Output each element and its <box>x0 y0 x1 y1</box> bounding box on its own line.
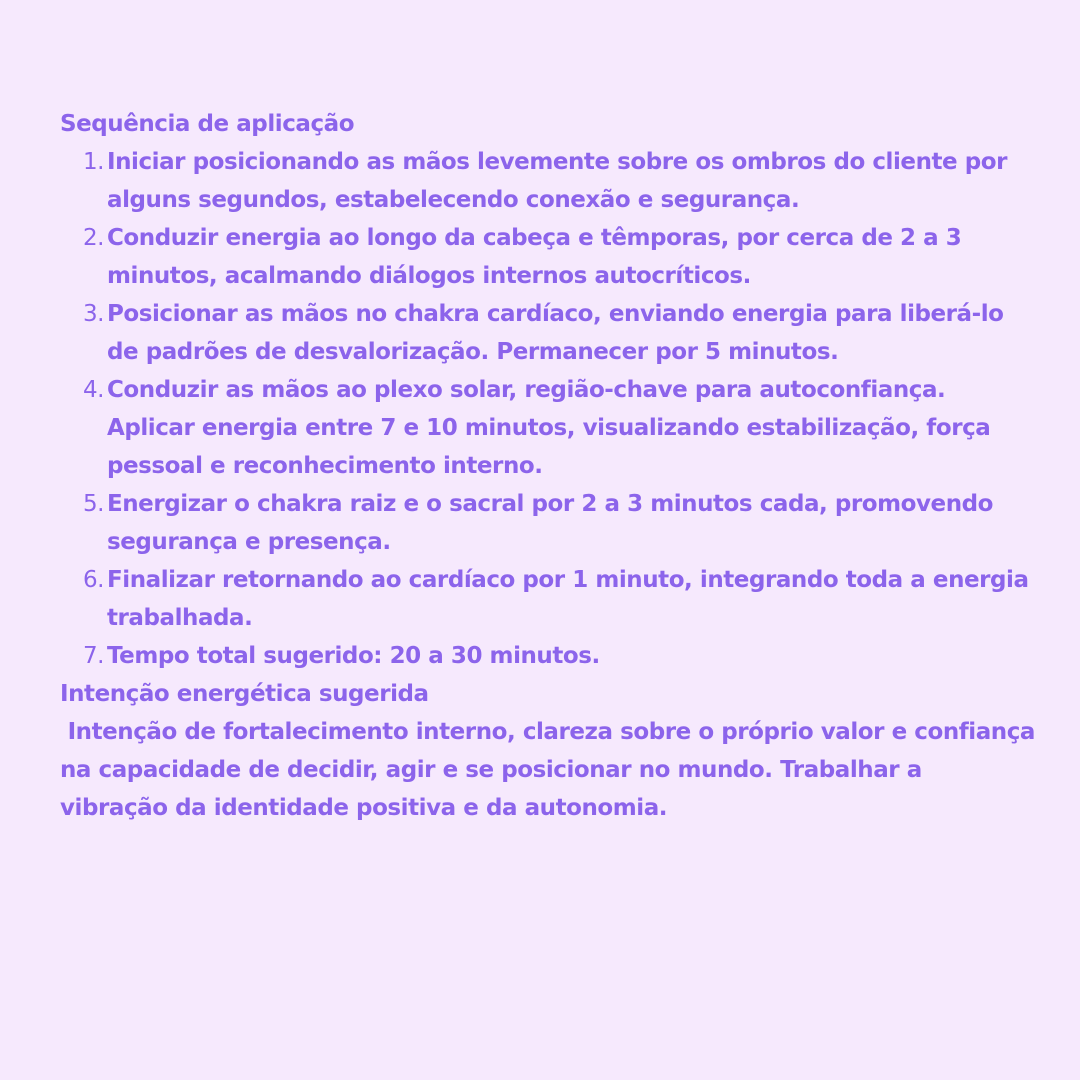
sequence-heading: Sequência de aplicação <box>60 111 355 137</box>
step-number: 4. <box>82 377 104 403</box>
step-item-2 <box>60 219 1035 295</box>
steps-list <box>60 143 1035 675</box>
step-number: 3. <box>82 301 104 327</box>
intention-paragraph: Intenção de fortalecimento interno, clareza sobre o próprio valor e confiança na capacidade de decidir, agir e se posicionar no mundo. Trabalhar a vibração da identidade positiva e da autonomia. <box>60 719 1043 821</box>
step-item-7 <box>60 637 1035 675</box>
step-text: Finalizar retornando ao cardíaco por 1 minuto, integrando toda a energia trabalhada. <box>107 567 1029 631</box>
step-text: Tempo total sugerido: 20 a 30 minutos. <box>107 643 600 669</box>
step-number: 5. <box>82 491 104 517</box>
step-number: 6. <box>82 567 104 593</box>
document-body <box>60 105 1043 827</box>
step-item-1 <box>60 143 1035 219</box>
step-item-4 <box>60 371 1035 485</box>
step-item-6 <box>60 561 1035 637</box>
step-number: 2. <box>82 225 104 251</box>
step-text: Posicionar as mãos no chakra cardíaco, enviando energia para liberá-lo de padrões de desvalorização. Permanecer por 5 minutos. <box>107 301 1004 365</box>
step-text: Conduzir as mãos ao plexo solar, região-chave para autoconfiança. Aplicar energia entre 7 e 10 minutos, visualizando estabilização, força pessoal e reconhecimento interno. <box>107 377 991 479</box>
step-text: Energizar o chakra raiz e o sacral por 2 a 3 minutos cada, promovendo segurança e presença. <box>107 491 993 555</box>
step-number: 7. <box>82 643 104 669</box>
step-number: 1. <box>82 149 104 175</box>
step-text: Conduzir energia ao longo da cabeça e têmporas, por cerca de 2 a 3 minutos, acalmando diálogos internos autocríticos. <box>107 225 962 289</box>
step-item-3 <box>60 295 1035 371</box>
step-text: Iniciar posicionando as mãos levemente sobre os ombros do cliente por alguns segundos, estabelecendo conexão e segurança. <box>107 149 1008 213</box>
step-item-5 <box>60 485 1035 561</box>
intention-heading: Intenção energética sugerida <box>60 681 429 707</box>
